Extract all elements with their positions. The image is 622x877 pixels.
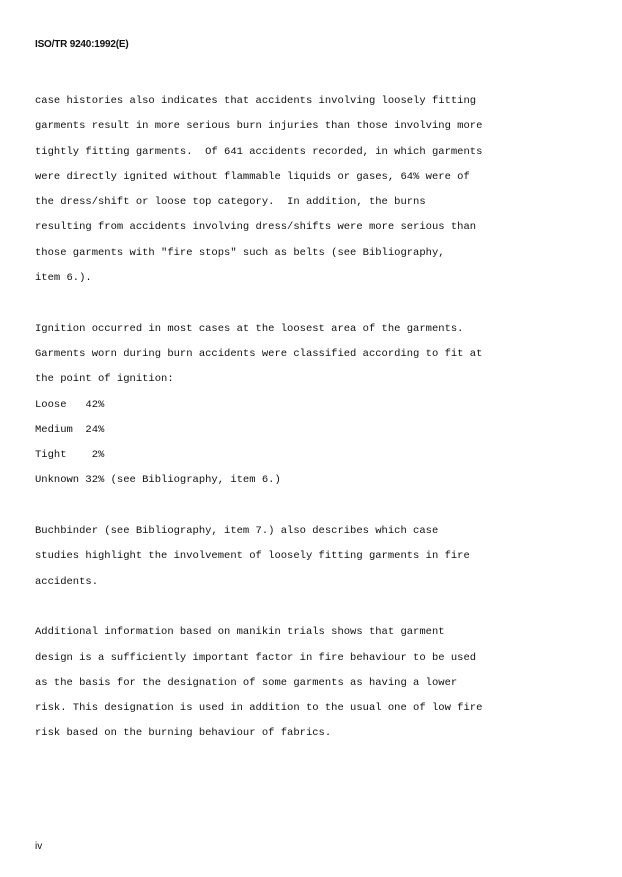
- text-line: Buchbinder (see Bibliography, item 7.) also describes which case: [35, 525, 439, 538]
- text-line: risk based on the burning behaviour of fabrics.: [35, 727, 332, 740]
- fit-list-item-loose: Loose 42%: [35, 398, 105, 411]
- text-line: accidents.: [35, 575, 99, 588]
- text-line: tightly fitting garments. Of 641 accidents recorded, in which garments: [35, 145, 483, 158]
- text-line: the point of ignition:: [35, 373, 174, 386]
- paragraph-gap: [35, 595, 482, 620]
- paragraph-ignition: [35, 317, 482, 494]
- text-line: those garments with "fire stops" such as belts (see Bibliography,: [35, 246, 445, 259]
- text-line: resulting from accidents involving dress/shifts were more serious than: [35, 221, 477, 234]
- fit-list-item-tight: Tight 2%: [35, 449, 105, 462]
- document-header: ISO/TR 9240:1992(E): [35, 39, 129, 50]
- paragraph-accident-histories: [35, 89, 482, 291]
- text-line: the dress/shift or loose top category. In addition, the burns: [35, 196, 426, 209]
- paragraph-gap: [35, 291, 482, 316]
- text-line: item 6.).: [35, 272, 92, 285]
- text-line: Ignition occurred in most cases at the loosest area of the garments.: [35, 322, 464, 335]
- text-line: garments result in more serious burn injuries than those involving more: [35, 120, 483, 133]
- document-body: [35, 89, 482, 747]
- fit-list-item-unknown: Unknown 32% (see Bibliography, item 6.): [35, 474, 281, 487]
- text-line: Additional information based on manikin trials shows that garment: [35, 626, 445, 639]
- fit-list-item-medium: Medium 24%: [35, 423, 105, 436]
- text-line: Garments worn during burn accidents were classified according to fit at: [35, 347, 483, 360]
- text-line: design is a sufficiently important factor in fire behaviour to be used: [35, 651, 477, 664]
- paragraph-buchbinder: [35, 519, 482, 595]
- paragraph-gap: [35, 494, 482, 519]
- text-line: risk. This designation is used in addition to the usual one of low fire: [35, 702, 483, 715]
- text-line: as the basis for the designation of some garments as having a lower: [35, 676, 458, 689]
- text-line: studies highlight the involvement of loosely fitting garments in fire: [35, 550, 470, 563]
- paragraph-manikin-trials: [35, 620, 482, 746]
- text-line: case histories also indicates that accidents involving loosely fitting: [35, 95, 477, 107]
- text-line: were directly ignited without flammable liquids or gases, 64% were of: [35, 170, 470, 183]
- page-number: iv: [35, 841, 43, 852]
